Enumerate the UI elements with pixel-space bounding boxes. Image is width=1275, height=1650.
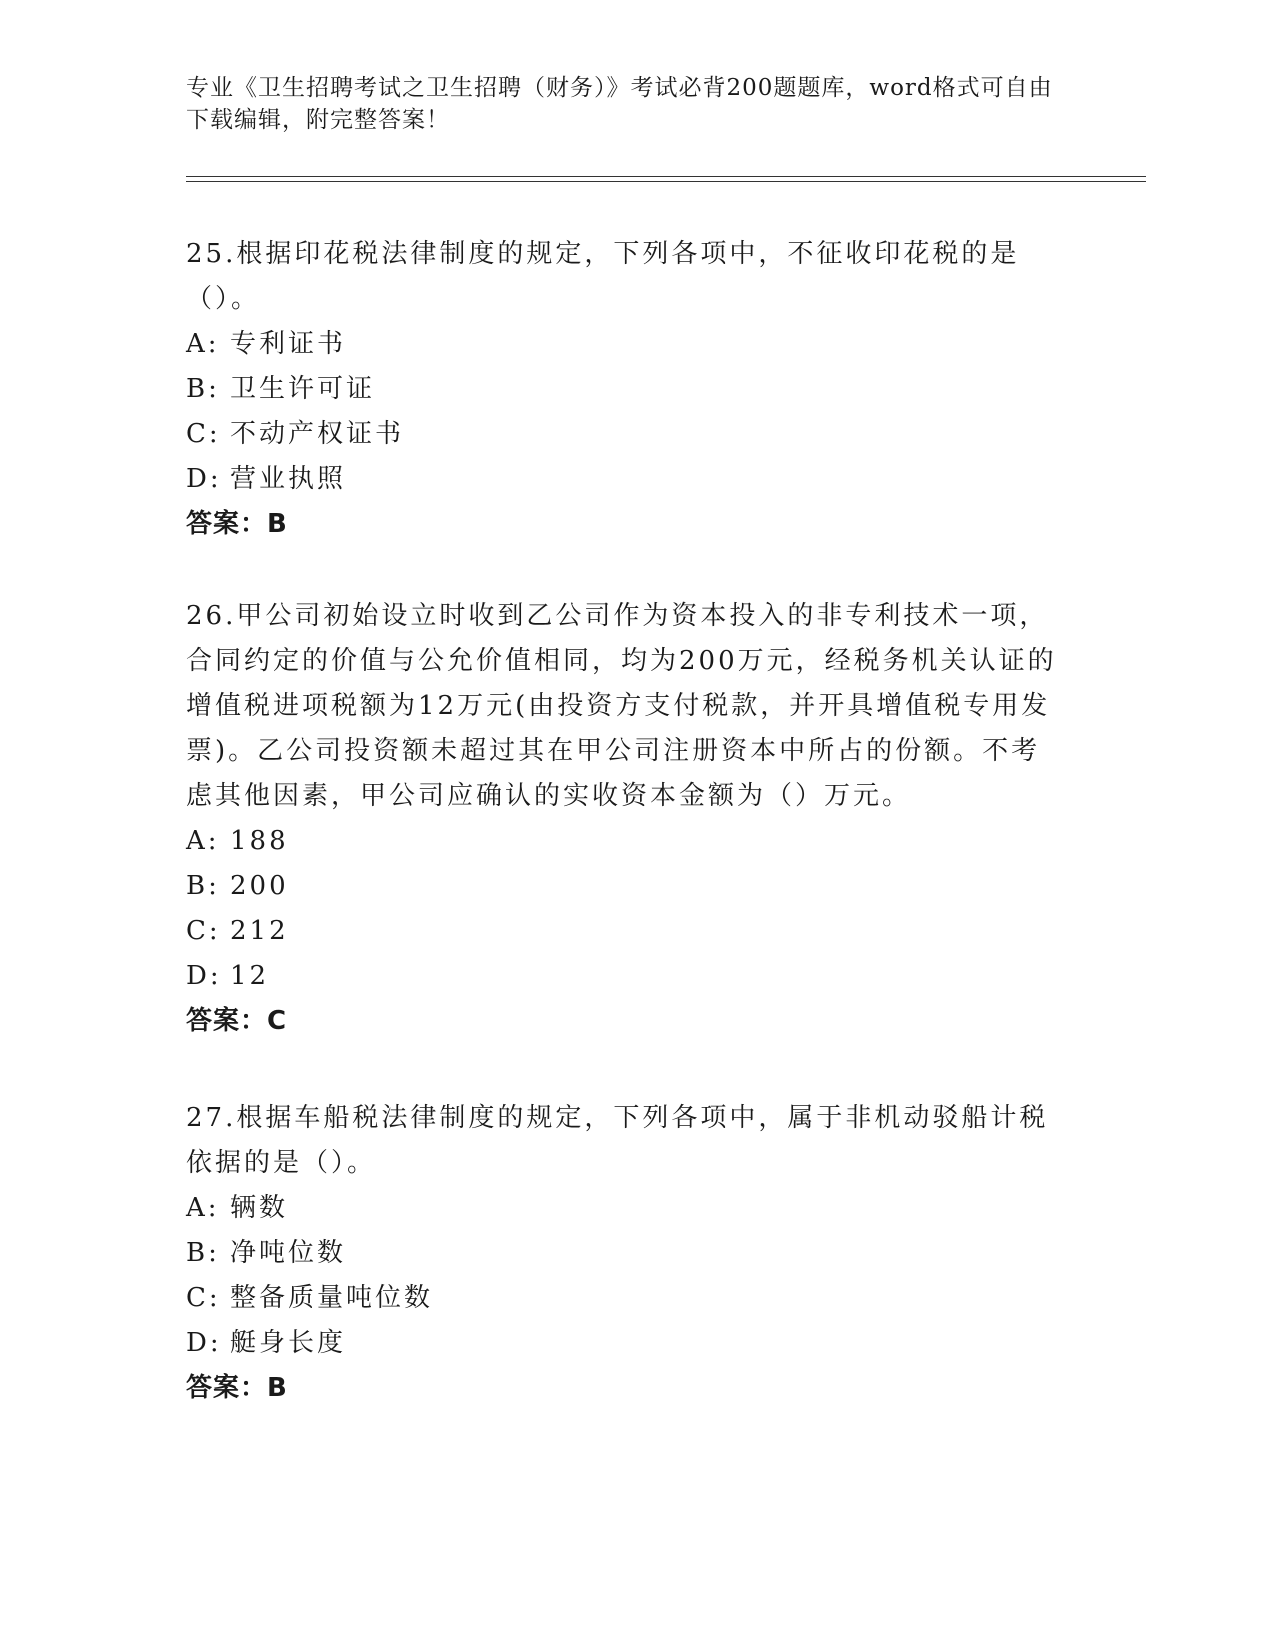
- question-27: [186, 1096, 1066, 1411]
- option-a: [186, 1186, 1066, 1231]
- document-header: 专业《卫生招聘考试之卫生招聘（财务）》考试必背200题题库，word格式可自由下载编辑，附完整答案！: [186, 75, 1053, 133]
- question-25: [186, 232, 1066, 547]
- option-letter: B:: [186, 374, 220, 404]
- answer-label: 答案：C: [186, 1006, 288, 1036]
- option-letter: D:: [186, 961, 222, 991]
- header-divider-bottom: [186, 181, 1146, 182]
- option-text: 艇身长度: [230, 1328, 347, 1358]
- answer-label: 答案：B: [186, 1373, 288, 1403]
- option-d: [186, 1321, 1066, 1366]
- option-c: [186, 1276, 1066, 1321]
- option-text: 200: [230, 871, 289, 901]
- question-stem: 27.根据车船税法律制度的规定，下列各项中，属于非机动驳船计税依据的是（）。: [186, 1103, 1049, 1178]
- option-letter: B:: [186, 871, 220, 901]
- option-letter: A:: [186, 1193, 220, 1223]
- header-divider-top: [186, 176, 1146, 177]
- option-text: 营业执照: [230, 464, 347, 494]
- option-letter: A:: [186, 329, 220, 359]
- question-26: [186, 594, 1066, 1044]
- option-text: 净吨位数: [230, 1238, 347, 1268]
- answer-label: 答案：B: [186, 509, 288, 539]
- question-stem: 25.根据印花税法律制度的规定，下列各项中，不征收印花税的是（）。: [186, 239, 1020, 314]
- option-text: 188: [230, 826, 289, 856]
- option-c: [186, 909, 1066, 954]
- option-d: [186, 457, 1066, 502]
- option-b: [186, 864, 1066, 909]
- option-letter: C:: [186, 1283, 221, 1313]
- option-c: [186, 412, 1066, 457]
- question-stem: 26.甲公司初始设立时收到乙公司作为资本投入的非专利技术一项，合同约定的价值与公允价值相同，均为200万元，经税务机关认证的增值税进项税额为12万元(由投资方支付税款，并开具增值税专用发票)。乙公司投资额未超过其在甲公司注册资本中所占的份额。不考虑其他因素，甲公司应确认的实收资本金额为（）万元。: [186, 601, 1057, 811]
- option-text: 卫生许可证: [230, 374, 376, 404]
- option-letter: D:: [186, 1328, 222, 1358]
- option-a: [186, 322, 1066, 367]
- option-b: [186, 367, 1066, 412]
- option-letter: C:: [186, 916, 221, 946]
- option-d: [186, 954, 1066, 999]
- option-text: 整备质量吨位数: [230, 1283, 434, 1313]
- option-letter: D:: [186, 464, 222, 494]
- option-text: 专利证书: [230, 329, 347, 359]
- option-letter: A:: [186, 826, 220, 856]
- option-a: [186, 819, 1066, 864]
- option-letter: B:: [186, 1238, 220, 1268]
- option-text: 辆数: [230, 1193, 289, 1223]
- option-letter: C:: [186, 419, 221, 449]
- option-text: 12: [230, 961, 270, 991]
- option-text: 不动产权证书: [230, 419, 405, 449]
- option-text: 212: [230, 916, 289, 946]
- option-b: [186, 1231, 1066, 1276]
